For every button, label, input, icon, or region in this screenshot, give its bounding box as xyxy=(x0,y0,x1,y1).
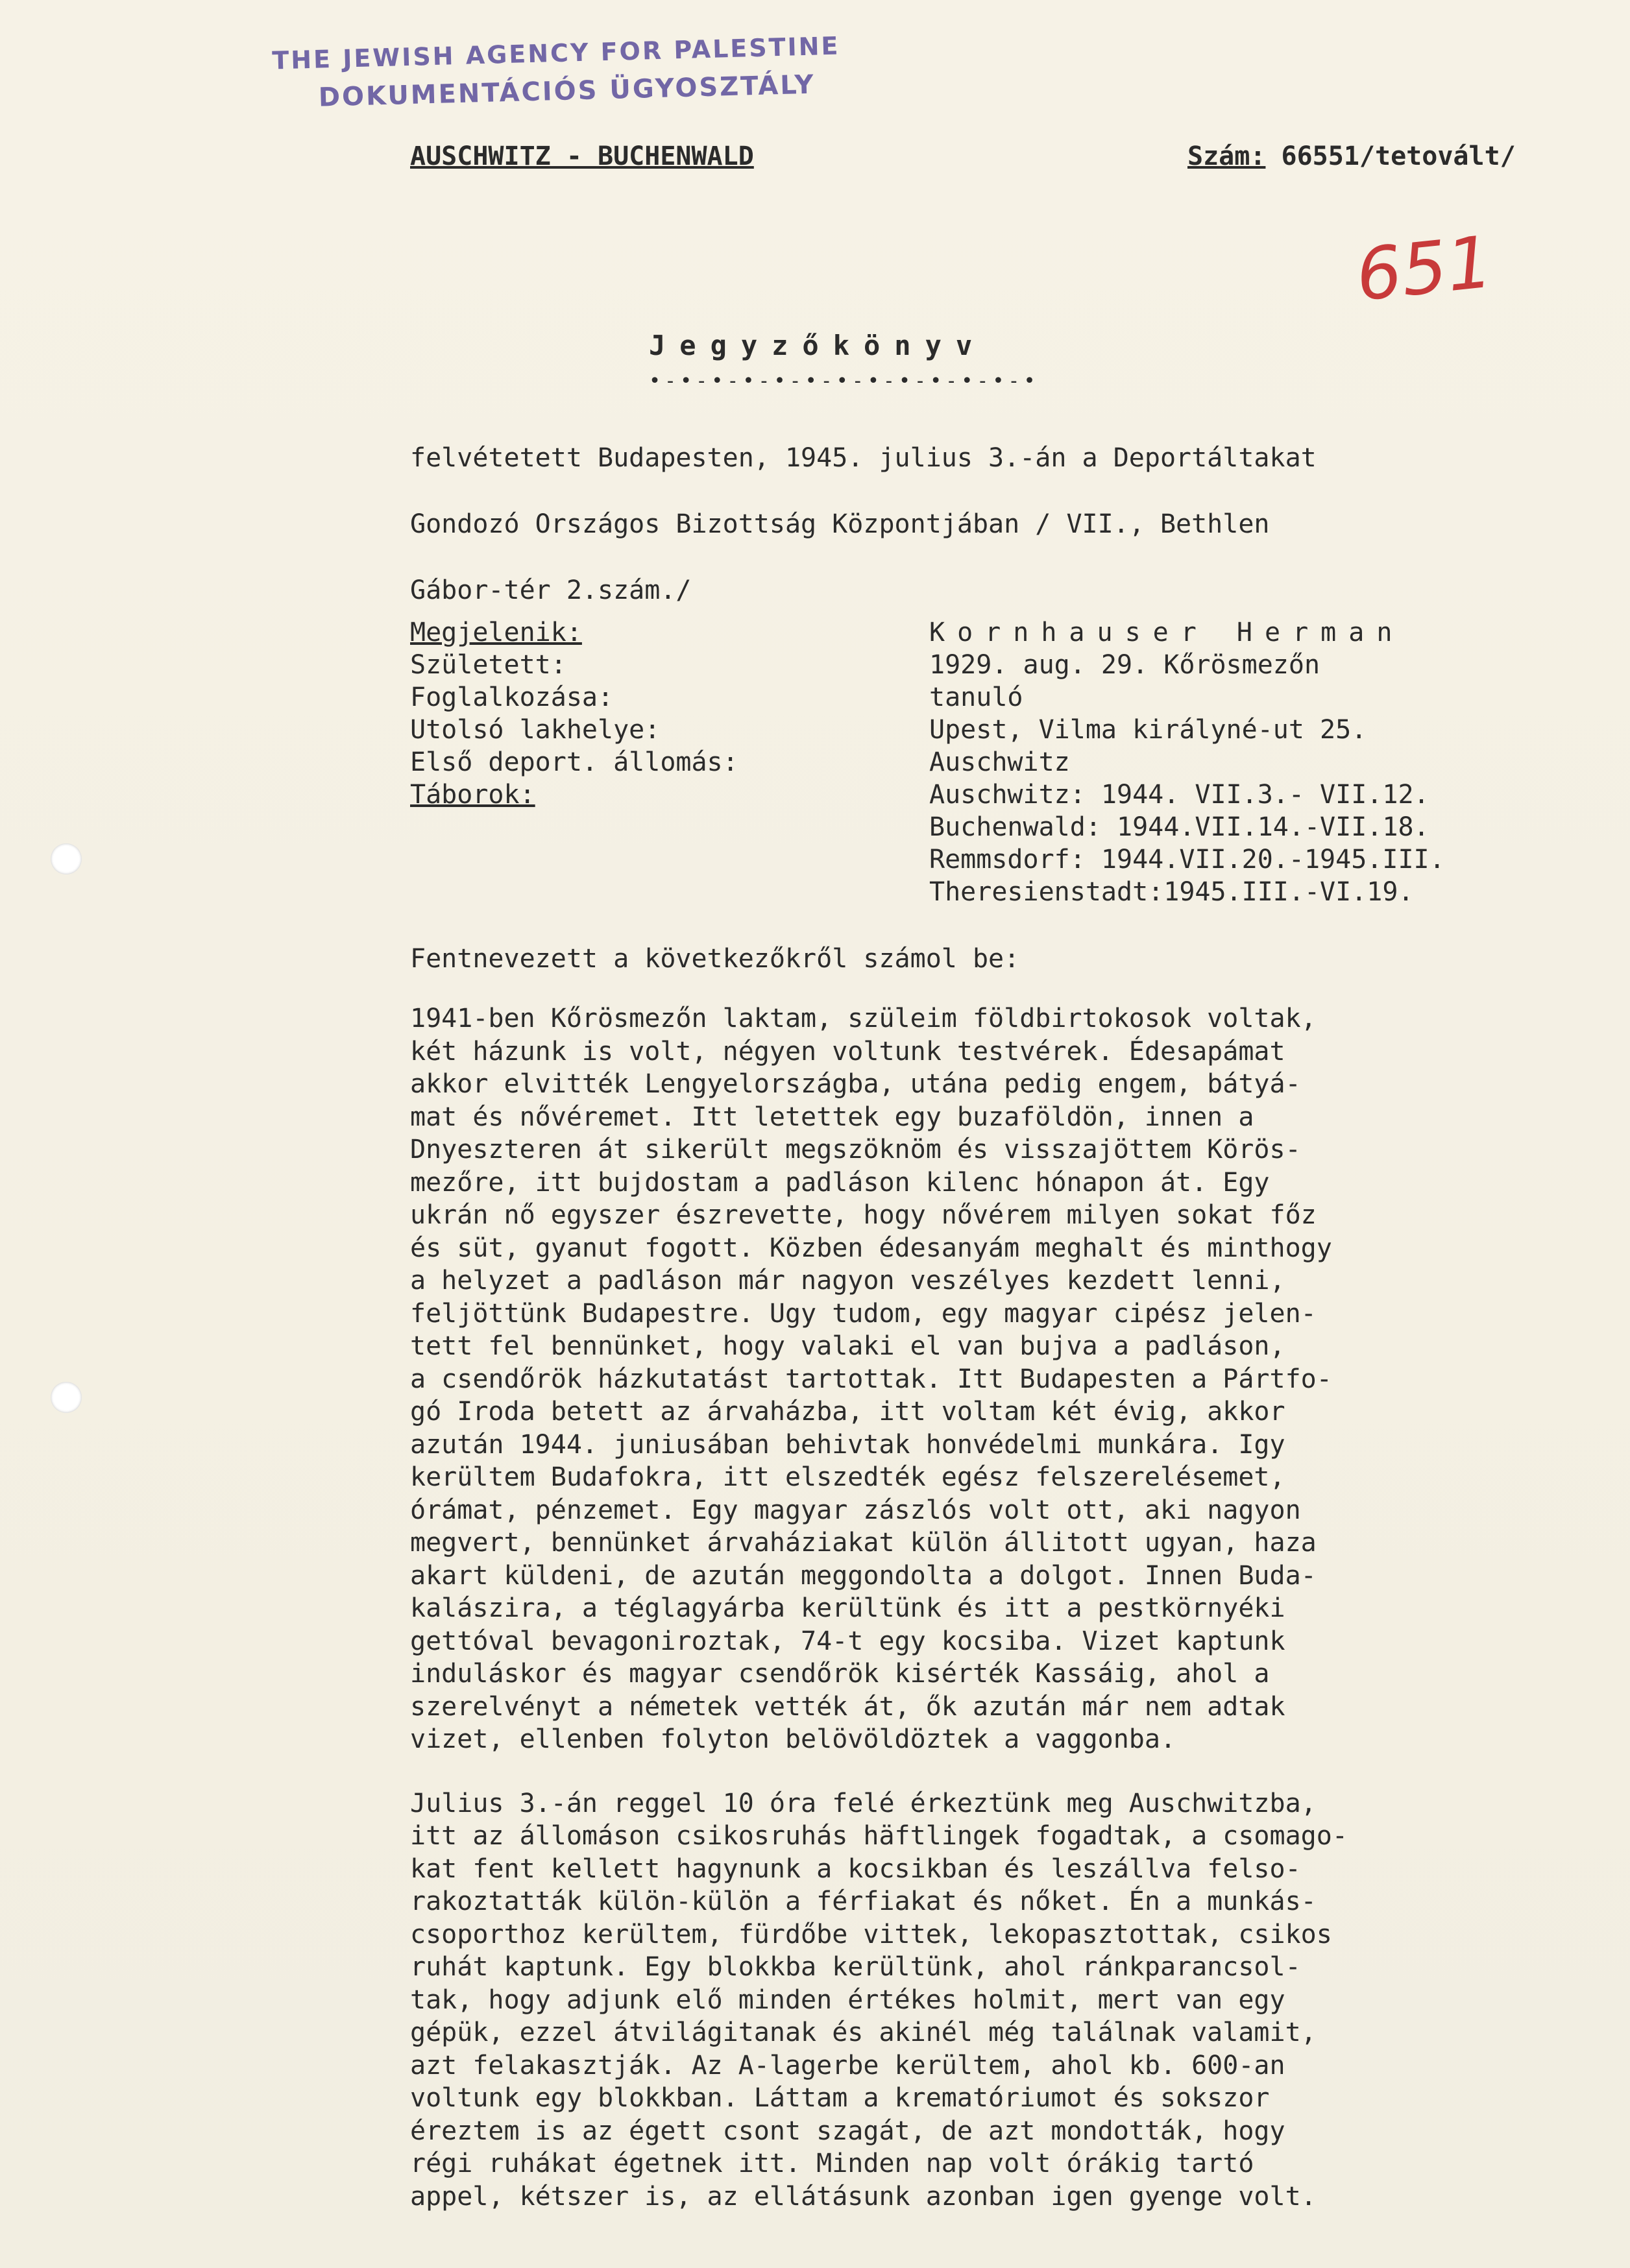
text-line: appel, kétszer is, az ellátásunk azonban igen gyenge volt. xyxy=(410,2181,1317,2212)
text-line: tett fel bennünket, hogy valaki el van bujva a padláson, xyxy=(410,1331,1285,1361)
document-title: Jegyzőkönyv xyxy=(649,330,987,361)
header-number xyxy=(1187,141,1516,171)
field-label: Utolsó lakhelye: xyxy=(410,715,661,745)
field-value: Theresienstadt:1945.III.-VI.19. xyxy=(929,877,1414,907)
field-row xyxy=(410,616,1445,649)
text-line: két házunk is volt, négyen voltunk testvérek. Édesapámat xyxy=(410,1036,1285,1067)
stamp-line-2: DOKUMENTÁCIÓS ÜGYOSZTÁLY xyxy=(318,69,816,113)
text-line: szerelvényt a németek vették át, ők azután már nem adtak xyxy=(410,1691,1285,1722)
text-line: gépük, ezzel átvilágitanak és akinél még találnak valamit, xyxy=(410,2018,1317,2047)
text-line: itt az állomáson csikosruhás häftlingek fogadtak, a csomago- xyxy=(410,1821,1348,1851)
field-value: Auschwitz: 1944. VII.3.- VII.12. xyxy=(929,780,1429,810)
field-label xyxy=(410,843,929,876)
field-label xyxy=(410,811,929,843)
field-row xyxy=(410,746,1445,778)
lead-sentence: Fentnevezett a következőkről számol be: xyxy=(410,944,1020,974)
testimony-body xyxy=(410,1002,1604,2244)
text-line: voltunk egy blokkban. Láttam a krematóriumot és sokszor xyxy=(410,2083,1270,2113)
field-label: Született: xyxy=(410,650,566,680)
text-line: gettóval bevagoniroztak, 74-t egy kocsiba. Vizet kaptunk xyxy=(410,1626,1285,1656)
field-value: tanuló xyxy=(929,682,1023,712)
text-line: ruhát kaptunk. Egy blokkba kerültünk, ahol ránkparancsol- xyxy=(410,1952,1301,1982)
text-line: rakoztatták külön-külön a férfiakat és nőket. Én a munkás- xyxy=(410,1887,1317,1916)
field-value: Kornhauser Herman xyxy=(929,618,1405,647)
agency-stamp xyxy=(272,32,842,114)
text-line: és süt, gyanut fogott. Közben édesanyám meghalt és minthogy xyxy=(410,1233,1332,1263)
field-value: 1929. aug. 29. Kőrösmezőn xyxy=(929,650,1320,680)
text-line: mat és nővéremet. Itt letettek egy buzaföldön, innen a xyxy=(410,1102,1254,1132)
personal-data-fields xyxy=(410,616,1445,908)
text-line: csoporthoz kerültem, fürdőbe vittek, lekopasztottak, csikos xyxy=(410,1919,1332,1949)
text-line: 1941-ben Kőrösmezőn laktam, szüleim földbirtokosok voltak, xyxy=(410,1004,1317,1033)
text-line: gó Iroda betett az árvaházba, itt voltam két évig, akkor xyxy=(410,1397,1285,1427)
intro-line: Gábor-tér 2.szám./ xyxy=(410,575,692,605)
text-line: kalászira, a téglagyárba kerültünk és itt a pestkörnyéki xyxy=(410,1593,1285,1623)
field-row xyxy=(410,681,1445,714)
field-label: Táborok: xyxy=(410,780,535,810)
text-line: megvert, bennünket árvaháziakat külön állitott ugyan, haza xyxy=(410,1528,1317,1558)
text-line: akart küldeni, de azután meggondolta a dolgot. Innen Buda- xyxy=(410,1560,1317,1591)
field-row xyxy=(410,843,1445,876)
header-camps: AUSCHWITZ - BUCHENWALD xyxy=(410,141,754,171)
stamp-line-1: THE JEWISH AGENCY FOR PALESTINE xyxy=(271,31,840,75)
text-line: induláskor és magyar csendőrök kisérték Kassáig, ahol a xyxy=(410,1659,1270,1689)
field-row xyxy=(410,714,1445,746)
text-line: a csendőrök házkutatást tartottak. Itt Budapesten a Pártfo- xyxy=(410,1364,1332,1394)
text-line: Julius 3.-án reggel 10 óra felé érkeztünk meg Auschwitzba, xyxy=(410,1788,1317,1818)
text-line: azt felakasztják. Az A-lagerbe kerültem, ahol kb. 600-an xyxy=(410,2050,1285,2081)
text-line: feljöttünk Budapestre. Ugy tudom, egy magyar cipész jelen- xyxy=(410,1298,1317,1329)
text-line: tak, hogy adjunk elő minden értékes holmit, mert van egy xyxy=(410,1984,1285,2015)
number-value: 66551/tetovált/ xyxy=(1281,141,1516,171)
field-row xyxy=(410,649,1445,681)
field-row xyxy=(410,778,1445,811)
handwritten-number: 651 xyxy=(1352,220,1497,317)
text-line: ukrán nő egyszer észrevette, hogy nővérem milyen sokat főz xyxy=(410,1200,1317,1230)
text-line: órámat, pénzemet. Egy magyar zászlós volt ott, aki nagyon xyxy=(410,1495,1301,1525)
field-value: Buchenwald: 1944.VII.14.-VII.18. xyxy=(929,812,1429,842)
text-line: éreztem is az égett csont szagát, de azt mondották, hogy xyxy=(410,2116,1285,2146)
punch-hole-top xyxy=(51,843,82,875)
field-row xyxy=(410,876,1445,908)
field-label: Első deport. állomás: xyxy=(410,747,738,777)
text-line: vizet, ellenben folyton belövöldöztek a vaggonba. xyxy=(410,1724,1176,1754)
field-value: Remmsdorf: 1944.VII.20.-1945.III. xyxy=(929,845,1445,875)
text-line: akkor elvitték Lengyelországba, utána pedig engem, bátyá- xyxy=(410,1069,1301,1099)
text-line: kat fent kellett hagynunk a kocsikban és leszállva felso- xyxy=(410,1853,1301,1884)
field-label xyxy=(410,876,929,908)
intro-line: felvétetett Budapesten, 1945. julius 3.-án a Deportáltakat xyxy=(410,443,1317,473)
number-label: Szám: xyxy=(1187,141,1266,171)
text-line: régi ruhákat égetnek itt. Minden nap volt órákig tartó xyxy=(410,2149,1254,2178)
field-row xyxy=(410,811,1445,843)
text-line: a helyzet a padláson már nagyon veszélyes kezdett lenni, xyxy=(410,1266,1285,1296)
field-value: Auschwitz xyxy=(929,747,1070,777)
paragraph-2 xyxy=(410,1787,1604,2214)
field-value: Upest, Vilma királyné-ut 25. xyxy=(929,715,1367,745)
punch-hole-bottom xyxy=(51,1382,82,1413)
field-label: Foglalkozása: xyxy=(410,682,614,712)
title-underline: •-•-•-•-•-•-•-•-•-•-•-•-• xyxy=(649,370,1040,392)
text-line: kerültem Budafokra, itt elszedték egész felszerelésemet, xyxy=(410,1462,1285,1492)
text-line: mezőre, itt bujdostam a padláson kilenc hónapon át. Egy xyxy=(410,1167,1270,1198)
text-line: Dnyeszteren át sikerült megszöknöm és visszajöttem Körös- xyxy=(410,1135,1301,1164)
field-label: Megjelenik: xyxy=(410,618,582,647)
paragraph-1 xyxy=(410,1002,1604,1756)
text-line: azután 1944. juniusában behivtak honvédelmi munkára. Igy xyxy=(410,1429,1285,1460)
intro-block xyxy=(410,425,1578,623)
intro-line: Gondozó Országos Bizottság Központjában / VII., Bethlen xyxy=(410,509,1270,539)
